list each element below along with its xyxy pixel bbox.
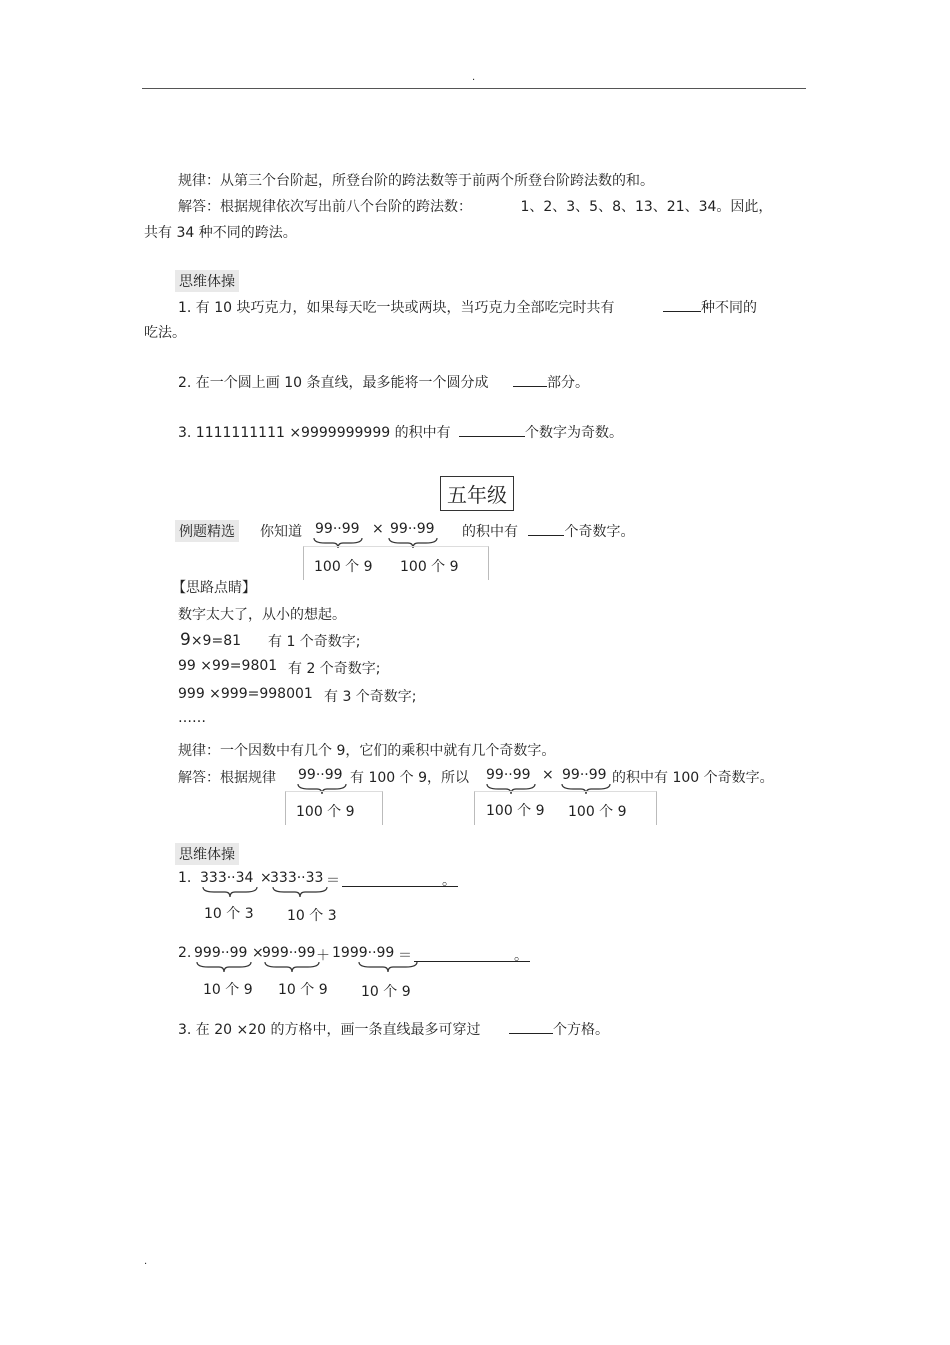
exercise2-q2-plus: ＋ [316, 948, 330, 964]
hint-answer-factor: 99··99 [298, 767, 343, 783]
exercise1-q3-text: 3. 1111111111 ×9999999999 的积中有 [178, 425, 451, 441]
exercise1-q1-suffix: 种不同的 [700, 300, 757, 316]
grade-title: 五年级 [440, 476, 514, 511]
example-label-b: 100 个 9 [400, 559, 459, 575]
exercise1-q2-text: 2. 在一个圆上画 10 条直线，最多能将一个圆分成 [178, 375, 489, 391]
exercise2-q2-label-c: 10 个 9 [361, 984, 411, 1000]
exercise2-q1-eq: ＝ [326, 873, 340, 889]
exercise1-q2 [178, 372, 589, 392]
hint-rule: 规律：一个因数中有几个 9，它们的乘积中就有几个奇数字。 [178, 743, 556, 759]
exercise2-q2-a: 999··99 [194, 945, 248, 961]
exercise2-q3-suffix: 个方格。 [552, 1022, 609, 1038]
exercise2-q2-brace-c [358, 961, 418, 973]
hint-answer-factor-b: 99··99 [562, 767, 607, 783]
exercise2-q1-label-a: 10 个 3 [204, 906, 254, 922]
exercise2-q2-b: 999··99 [262, 945, 316, 961]
exercise1-q3-blank[interactable] [459, 422, 525, 437]
hint-answer-factor-a: 99··99 [486, 767, 531, 783]
exercise2-q1-brace-b [272, 886, 328, 898]
exercise2-q3-blank[interactable] [509, 1019, 553, 1034]
hint-ex2-note: 有 2 个奇数字; [288, 661, 381, 677]
exercise2-tag: 思维体操 [175, 843, 239, 865]
hint-label-3: 100 个 9 [568, 804, 627, 820]
exercise2-q1-brace-a [202, 886, 258, 898]
hint-ex2: 99 ×99=9801 [178, 658, 278, 674]
example-blank[interactable] [528, 521, 564, 536]
exercise1-q3-suffix: 个数字为奇数。 [525, 425, 624, 441]
example-factor-b: 99··99 [390, 521, 435, 537]
intro-answer [178, 196, 772, 216]
example-question-end-text: 的积中有 [462, 524, 518, 540]
exercise2-q3 [178, 1019, 609, 1039]
hint-label-2: 100 个 9 [486, 803, 545, 819]
example-tag: 例题精选 [175, 520, 239, 542]
hint-answer-start: 解答：根据规律 [178, 770, 276, 786]
example-times: × [372, 521, 384, 537]
exercise1-q2-blank[interactable] [513, 372, 547, 387]
exercise2-q3-text: 3. 在 20 ×20 的方格中，画一条直线最多可穿过 [178, 1022, 481, 1038]
hint-ex3: 999 ×999=998001 [178, 686, 313, 702]
header-rule [142, 88, 806, 89]
exercise2-q1-times: × [260, 870, 272, 886]
footer-dot: . [144, 1256, 148, 1267]
exercise2-q1-label-b: 10 个 3 [287, 908, 337, 924]
exercise2-q2-brace-a [196, 961, 252, 973]
exercise2-q2-label-b: 10 个 9 [278, 982, 328, 998]
exercise2-q1-end: 。 [442, 873, 456, 889]
header-dot: . [472, 72, 476, 83]
hint-example-1 [180, 630, 241, 650]
hint-answer-end: 的积中有 100 个奇数字。 [612, 770, 774, 786]
exercise1-q1 [178, 297, 757, 317]
example-factor-a: 99··99 [315, 521, 360, 537]
exercise1-q2-suffix: 部分。 [546, 375, 589, 391]
exercise2-q2-end: 。 [514, 948, 528, 964]
exercise2-q1-num: 1. [178, 870, 192, 886]
hint-title: 【思路点睛】 [172, 580, 256, 596]
hint-ellipsis: …… [178, 710, 206, 726]
hint-ex3-note: 有 3 个奇数字; [324, 689, 417, 705]
intro-answer-line2: 共有 34 种不同的跨法。 [144, 225, 297, 241]
exercise1-q3 [178, 422, 623, 442]
example-question-end [462, 521, 634, 541]
exercise2-q2-eq: ＝ [398, 948, 412, 964]
example-question-start: 你知道 [260, 524, 302, 540]
intro-rule: 规律：从第三个台阶起，所登台阶的跨法数等于前两个所登台阶跨法数的和。 [178, 173, 654, 189]
exercise1-q1-blank[interactable] [663, 297, 701, 312]
exercise2-q1-b: 333··33 [270, 870, 324, 886]
exercise2-q2-times: × [252, 945, 264, 961]
exercise2-q2-label-a: 10 个 9 [203, 982, 253, 998]
exercise2-q2-brace-b [264, 961, 320, 973]
hint-answer-mid: 有 100 个 9，所以 [350, 770, 469, 786]
hint-line1: 数字太大了，从小的想起。 [178, 607, 346, 623]
hint-ex1-note: 有 1 个奇数字; [268, 634, 361, 650]
exercise2-q2-c: 1999··99 [332, 945, 395, 961]
exercise2-q1-blank[interactable] [342, 870, 458, 887]
hint-ex1-big: 9 [180, 630, 191, 650]
exercise1-tag: 思维体操 [175, 270, 239, 292]
intro-answer-values: 1、2、3、5、8、13、21、34。因此， [520, 199, 773, 215]
exercise1-q1-text: 1. 有 10 块巧克力，如果每天吃一块或两块，当巧克力全部吃完时共有 [178, 300, 615, 316]
hint-answer-times: × [542, 767, 554, 783]
example-label-a: 100 个 9 [314, 559, 373, 575]
example-question-suffix: 个奇数字。 [564, 524, 635, 540]
exercise1-q1-line2: 吃法。 [144, 325, 186, 341]
exercise2-q2-blank[interactable] [414, 945, 530, 962]
hint-label-1: 100 个 9 [296, 804, 355, 820]
hint-ex1-rest: ×9=81 [190, 633, 242, 649]
exercise2-q1-a: 333··34 [200, 870, 254, 886]
intro-answer-prefix: 解答：根据规律依次写出前八个台阶的跨法数： [178, 199, 472, 215]
exercise2-q2-num: 2. [178, 945, 192, 961]
